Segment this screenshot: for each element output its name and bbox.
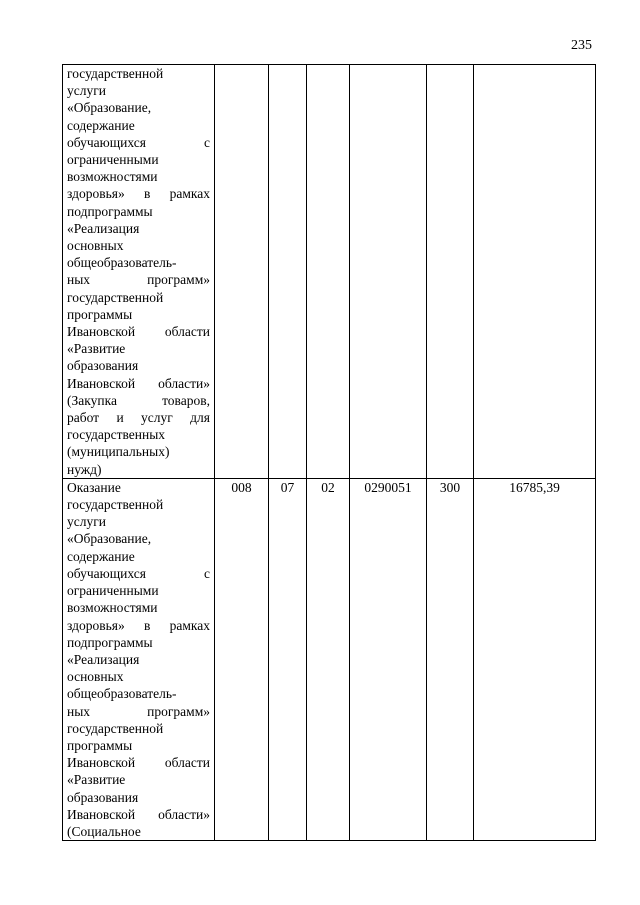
description-line: (муниципальных): [67, 444, 170, 460]
description-line: «Развитие: [67, 772, 126, 788]
description-line: ограниченными: [67, 152, 159, 168]
description-line: работ и услуг для: [67, 410, 210, 426]
section-cell: [269, 65, 307, 479]
description-line: общеобразователь-: [67, 686, 177, 702]
description-line: ных программ»: [67, 272, 210, 288]
description-line: подпрограммы: [67, 203, 153, 219]
page-number: 235: [571, 38, 592, 53]
description-line: общеобразователь-: [67, 255, 177, 271]
description-line: ных программ»: [67, 703, 210, 719]
description-line: (Социальное: [67, 823, 141, 839]
description-line: образования: [67, 358, 139, 374]
table-row: [63, 478, 596, 840]
expense-type-cell: 300: [427, 478, 474, 840]
description-line: «Образование,: [67, 531, 152, 547]
description-line: здоровья» в рамках: [67, 186, 210, 202]
description-line: возможностями: [67, 169, 158, 185]
description-line: государственной: [67, 289, 164, 305]
table-body: [63, 65, 596, 841]
description-line: возможностями: [67, 600, 158, 616]
ministry-code-cell: [215, 65, 269, 479]
amount-cell: [474, 65, 596, 479]
subsection-cell: 02: [307, 478, 350, 840]
description-line: государственной: [67, 66, 164, 81]
description-line: ограниченными: [67, 583, 159, 599]
ministry-code-cell: 008: [215, 478, 269, 840]
target-article-cell: [350, 65, 427, 479]
description-line: «Образование,: [67, 100, 152, 116]
description-line: программы: [67, 737, 133, 753]
amount-cell: 16785,39: [474, 478, 596, 840]
description-line: «Реализация: [67, 651, 140, 667]
expense-type-cell: [427, 65, 474, 479]
section-cell: 07: [269, 478, 307, 840]
description-line: государственной: [67, 720, 164, 736]
description-line: образования: [67, 789, 139, 805]
table-row: [63, 65, 596, 479]
description-cell: [63, 478, 215, 840]
description-line: услуги: [67, 514, 106, 530]
description-line: Ивановской области»: [67, 806, 210, 822]
budget-table: [62, 64, 596, 841]
description-line: обучающихся с: [67, 565, 210, 581]
description-line: услуги: [67, 83, 106, 99]
description-line: государственных: [67, 427, 166, 443]
description-line: Ивановской области: [67, 324, 210, 340]
description-line: нужд): [67, 461, 102, 477]
target-article-cell: 0290051: [350, 478, 427, 840]
description-line: содержание: [67, 548, 135, 564]
description-line: программы: [67, 306, 133, 322]
description-line: государственной: [67, 497, 164, 513]
description-line: подпрограммы: [67, 634, 153, 650]
description-line: обучающихся с: [67, 134, 210, 150]
description-line: (Закупка товаров,: [67, 392, 210, 408]
description-line: содержание: [67, 117, 135, 133]
description-line: Ивановской области»: [67, 375, 210, 391]
description-line: «Развитие: [67, 341, 126, 357]
description-line: основных: [67, 238, 124, 254]
description-line: «Реализация: [67, 220, 140, 236]
description-line: Ивановской области: [67, 755, 210, 771]
description-line: Оказание: [67, 479, 121, 495]
description-line: здоровья» в рамках: [67, 617, 210, 633]
subsection-cell: [307, 65, 350, 479]
description-cell: [63, 65, 215, 479]
description-line: основных: [67, 669, 124, 685]
